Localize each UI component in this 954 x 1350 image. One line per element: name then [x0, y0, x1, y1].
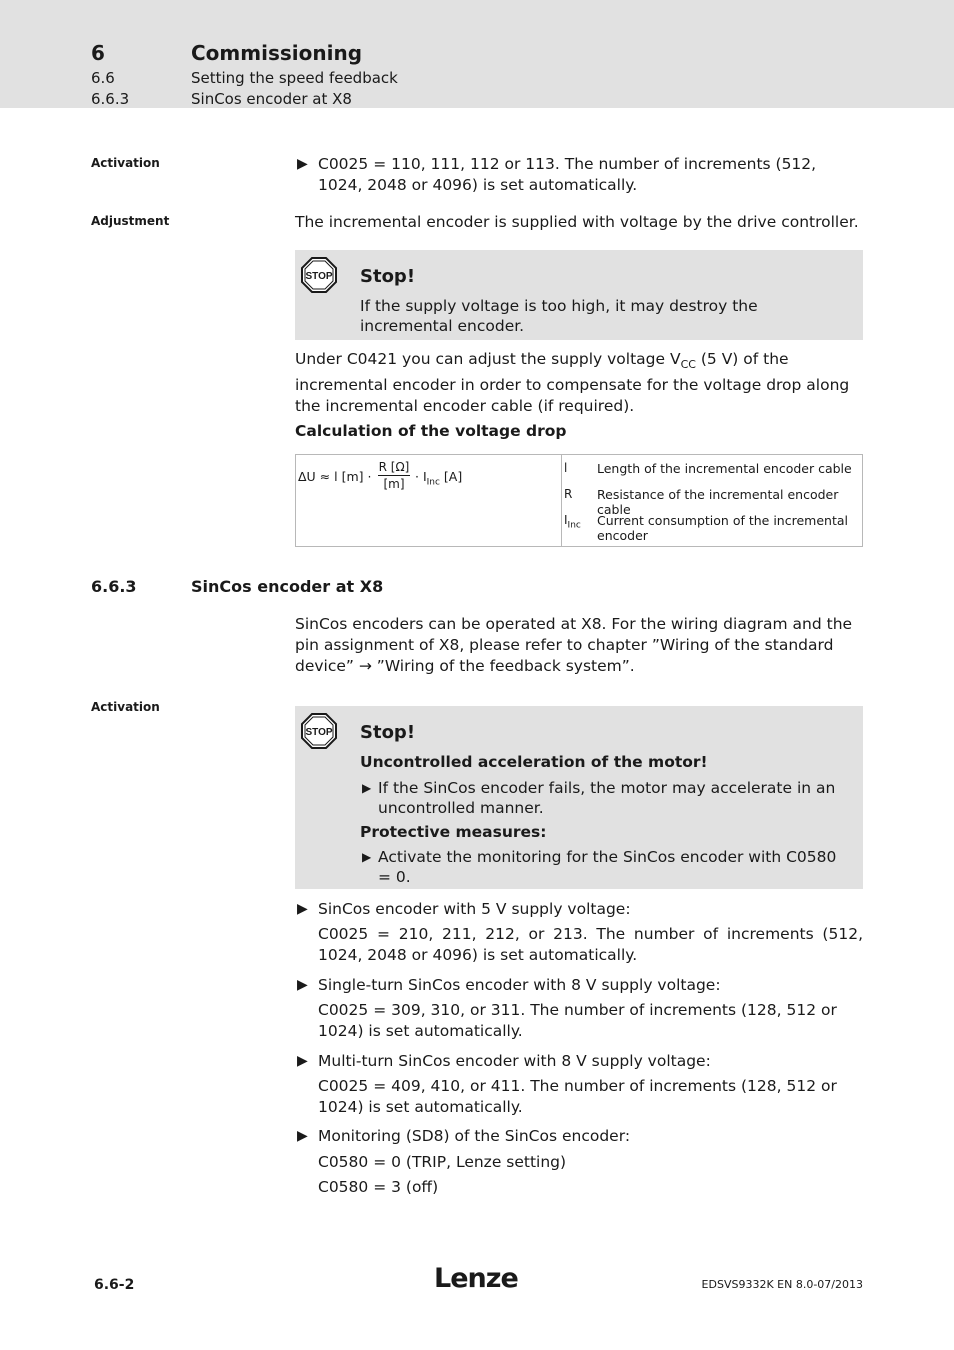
subsection-number: 6.6.3	[91, 90, 130, 108]
sidebar-label-activation: Activation	[91, 156, 160, 170]
section-title: Setting the speed feedback	[191, 69, 398, 87]
item-singleturn-heading: Single-turn SinCos encoder with 8 V supply voltage:	[318, 976, 721, 994]
bullet-icon: ▶	[297, 977, 308, 993]
item-5v-detail: C0025 = 210, 211, 212, or 213. The number of increments (512, 1024, 2048 or 4096) is set automatically.	[318, 925, 863, 964]
monitoring-heading: Monitoring (SD8) of the SinCos encoder:	[318, 1127, 631, 1145]
monitoring-line-2: C0580 = 3 (off)	[318, 1178, 439, 1196]
bullet-icon: ▶	[297, 156, 308, 172]
formula-fraction: $\frac{R [\Omega]}{[m]}$	[378, 460, 410, 491]
section-heading-title: SinCos encoder at X8	[191, 577, 384, 596]
stop-text: If the supply voltage is too high, it may destroy the incremental encoder.	[360, 297, 758, 335]
stop-warning-box	[295, 706, 863, 889]
subsection-title: SinCos encoder at X8	[191, 90, 352, 108]
activation-bullet-text: C0025 = 110, 111, 112 or 113. The number of increments (512, 1024, 2048 or 4096) is set automatically.	[318, 155, 817, 194]
page-number: 6.6-2	[94, 1277, 135, 1293]
svg-text:STOP: STOP	[305, 271, 333, 282]
adjustment-text: The incremental encoder is supplied with voltage by the drive controller.	[295, 213, 859, 231]
voltage-drop-formula: ΔU ≈ l [m] · $\frac{R [\Omega]}{[m]}$ · $I_{Inc}$ [A]	[298, 460, 463, 491]
section-heading-number: 6.6.3	[91, 577, 137, 596]
chapter-title: Commissioning	[191, 41, 363, 65]
bullet-icon: ▶	[297, 1053, 308, 1069]
document-id: EDSVS9332K EN 8.0-07/2013	[701, 1278, 863, 1291]
svg-text:STOP: STOP	[305, 727, 333, 738]
sincos-intro: SinCos encoders can be operated at X8. For the wiring diagram and the pin assignment of X8, please refer to chapter ”Wiring of the standard device” → ”Wiring of the feedback system”.	[295, 615, 853, 675]
stop-notice-box	[295, 250, 863, 340]
legend-symbol-iinc: $I_{Inc}$	[564, 513, 581, 531]
stop-icon	[301, 257, 337, 293]
calc-heading: Calculation of the voltage drop	[295, 422, 567, 440]
protective-measures-heading: Protective measures:	[360, 823, 547, 841]
chapter-number: 6	[91, 41, 105, 65]
lenze-logo: Lenze	[434, 1263, 518, 1294]
legend-desc-l: Length of the incremental encoder cable	[597, 461, 852, 476]
sidebar-label-activation-2: Activation	[91, 700, 160, 714]
legend-desc-iinc: Current consumption of the incremental encoder	[597, 513, 848, 543]
stop-icon	[301, 713, 337, 749]
bullet-icon: ▶	[362, 781, 372, 795]
item-multiturn-detail: C0025 = 409, 410, or 411. The number of increments (128, 512 or 1024) is set automatically.	[318, 1077, 837, 1116]
c0421-paragraph: Under C0421 you can adjust the supply voltage $V_{CC}$ (5 V) of the incremental encoder in order to compensate for the voltage drop along the incremental encoder cable (if required).	[295, 350, 850, 416]
bullet-icon: ▶	[362, 850, 372, 864]
stop-bullet-text: If the SinCos encoder fails, the motor may accelerate in an uncontrolled manner.	[378, 779, 836, 817]
legend-desc-r: Resistance of the incremental encoder cable	[597, 487, 839, 517]
stop-title: Stop!	[360, 266, 416, 287]
stop-title: Stop!	[360, 722, 416, 743]
item-multiturn-heading: Multi-turn SinCos encoder with 8 V supply voltage:	[318, 1052, 711, 1070]
monitoring-line-1: C0580 = 0 (TRIP, Lenze setting)	[318, 1153, 567, 1171]
sidebar-label-adjustment: Adjustment	[91, 214, 170, 228]
page-header	[0, 0, 954, 108]
legend-symbol-r: R	[564, 487, 573, 501]
bullet-icon: ▶	[297, 1128, 308, 1144]
formula-table	[295, 454, 863, 547]
item-5v-heading: SinCos encoder with 5 V supply voltage:	[318, 900, 631, 918]
table-divider	[561, 455, 562, 546]
item-singleturn-detail: C0025 = 309, 310, or 311. The number of increments (128, 512 or 1024) is set automatically.	[318, 1001, 837, 1040]
bullet-icon: ▶	[297, 901, 308, 917]
legend-symbol-l: l	[564, 461, 568, 475]
protective-measure-text: Activate the monitoring for the SinCos encoder with C0580 = 0.	[378, 848, 837, 886]
stop-warning-heading: Uncontrolled acceleration of the motor!	[360, 753, 708, 771]
section-number: 6.6	[91, 69, 115, 87]
